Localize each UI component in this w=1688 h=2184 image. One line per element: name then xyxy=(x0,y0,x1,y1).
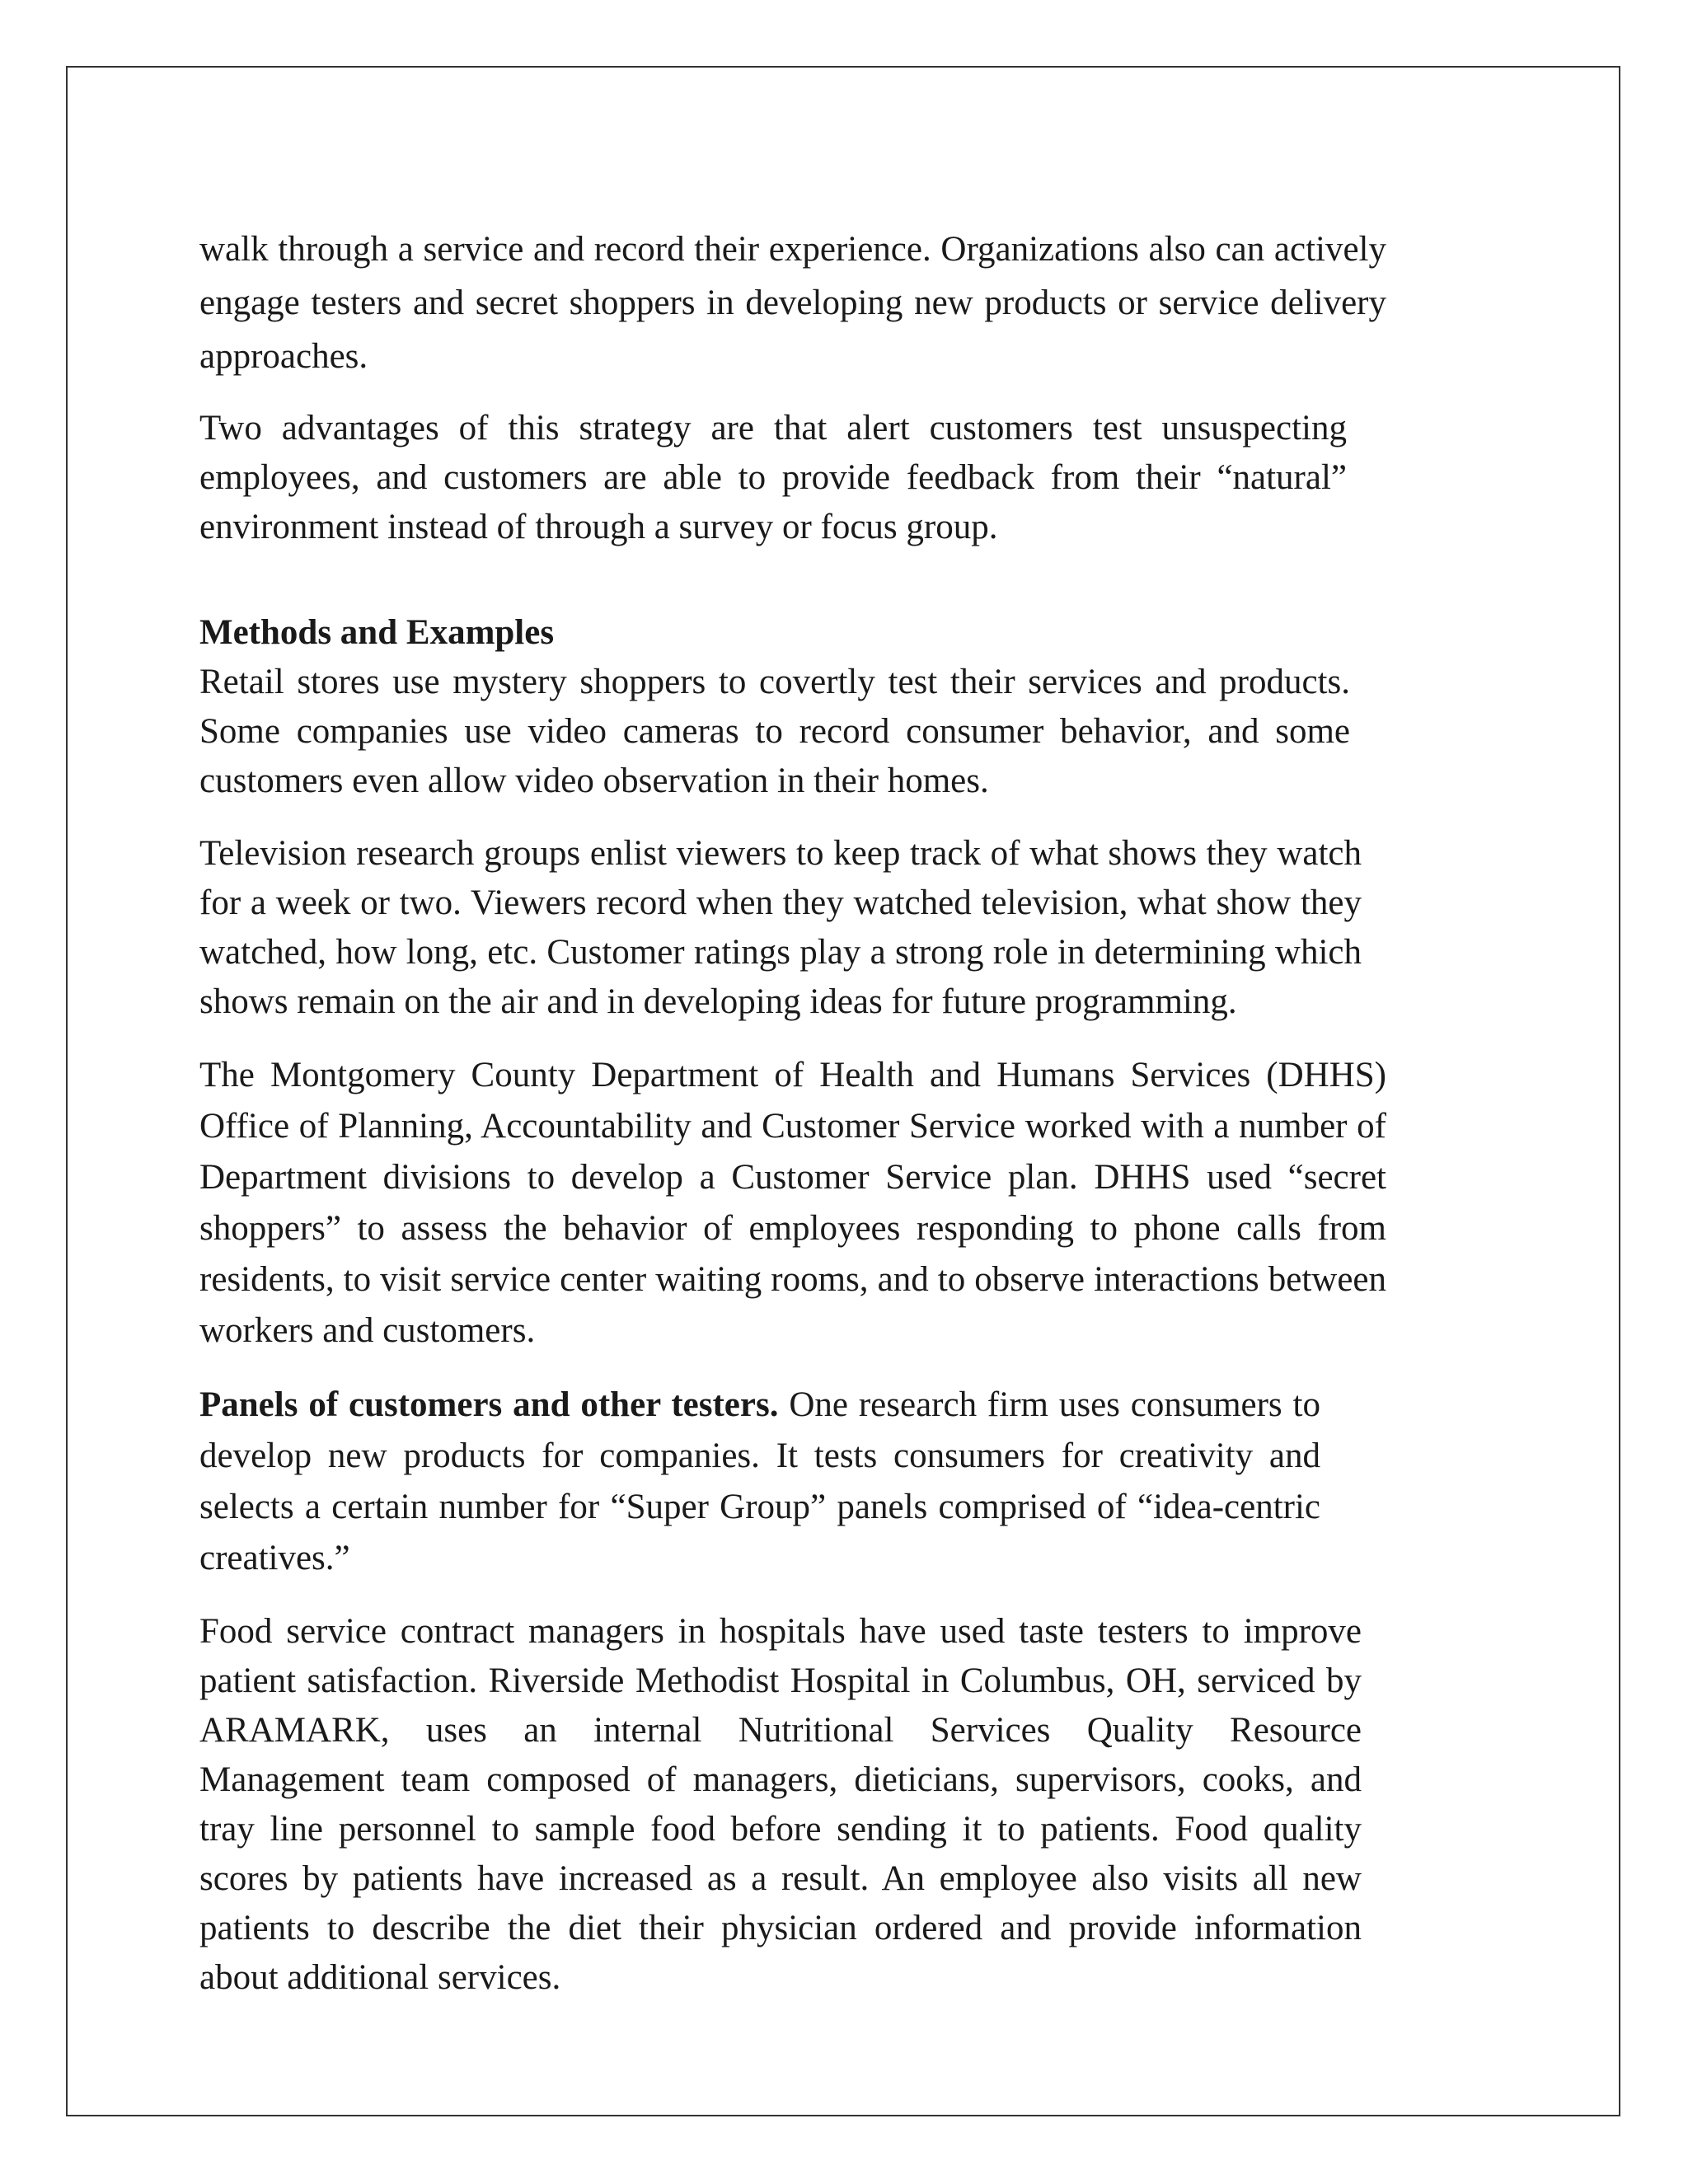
paragraph-television-research: Television research groups enlist viewers to keep track of what shows they watch for a week or two. Viewers record when they watched television, what show they watched, how long, etc. Customer ratings play a strong role in determining which shows remain on the air and in developing ideas for future programming. xyxy=(199,834,1362,1021)
paragraph-panels-lead: Panels of customers and other testers. xyxy=(199,1385,779,1424)
paragraph-food-service: Food service contract managers in hospitals have used taste testers to improve patient satisfaction. Riverside Methodist Hospital in Columbus, OH, serviced by ARAMARK, uses an internal Nutritional Services Quality Resource Management team composed of managers, dieticians, supervisors, cooks, and tray line personnel to sample food before sending it to patients. Food quality scores by patients have increased as a result. An employee also visits all new patients to describe the diet their physician ordered and provide information about additional services. xyxy=(199,1612,1362,1997)
paragraph-montgomery-county: The Montgomery County Department of Health and Humans Services (DHHS) Office of Planning, Accountability and Customer Service worked with a number of Department divisions to develop a Customer Service plan. DHHS used “secret shoppers” to assess the behavior of employees responding to phone calls from residents, to visit service center waiting rooms, and to observe interactions between workers and customers. xyxy=(199,1056,1386,1350)
paragraph-panels-body: One research firm uses consumers to develop new products for companies. It tests consumers for creativity and selects a certain number for “Super Group” panels comprised of “idea-centric creatives.” xyxy=(199,1385,1320,1577)
paragraph-walk-through: walk through a service and record their experience. Organizations also can actively engage testers and secret shoppers in developing new products or service delivery approaches. xyxy=(199,230,1386,376)
document-body xyxy=(199,223,1386,2003)
paragraph-retail-stores: Retail stores use mystery shoppers to covertly test their services and products. Some companies use video cameras to record consumer behavior, and some customers even allow video observation in their homes. xyxy=(199,663,1350,800)
section-heading: Methods and Examples xyxy=(199,613,555,652)
paragraph-advantages: Two advantages of this strategy are that alert customers test unsuspecting employees, and customers are able to provide feedback from their “natural” environment instead of through a survey or focus group. xyxy=(199,409,1347,546)
paragraph-panels xyxy=(199,1380,1320,1584)
